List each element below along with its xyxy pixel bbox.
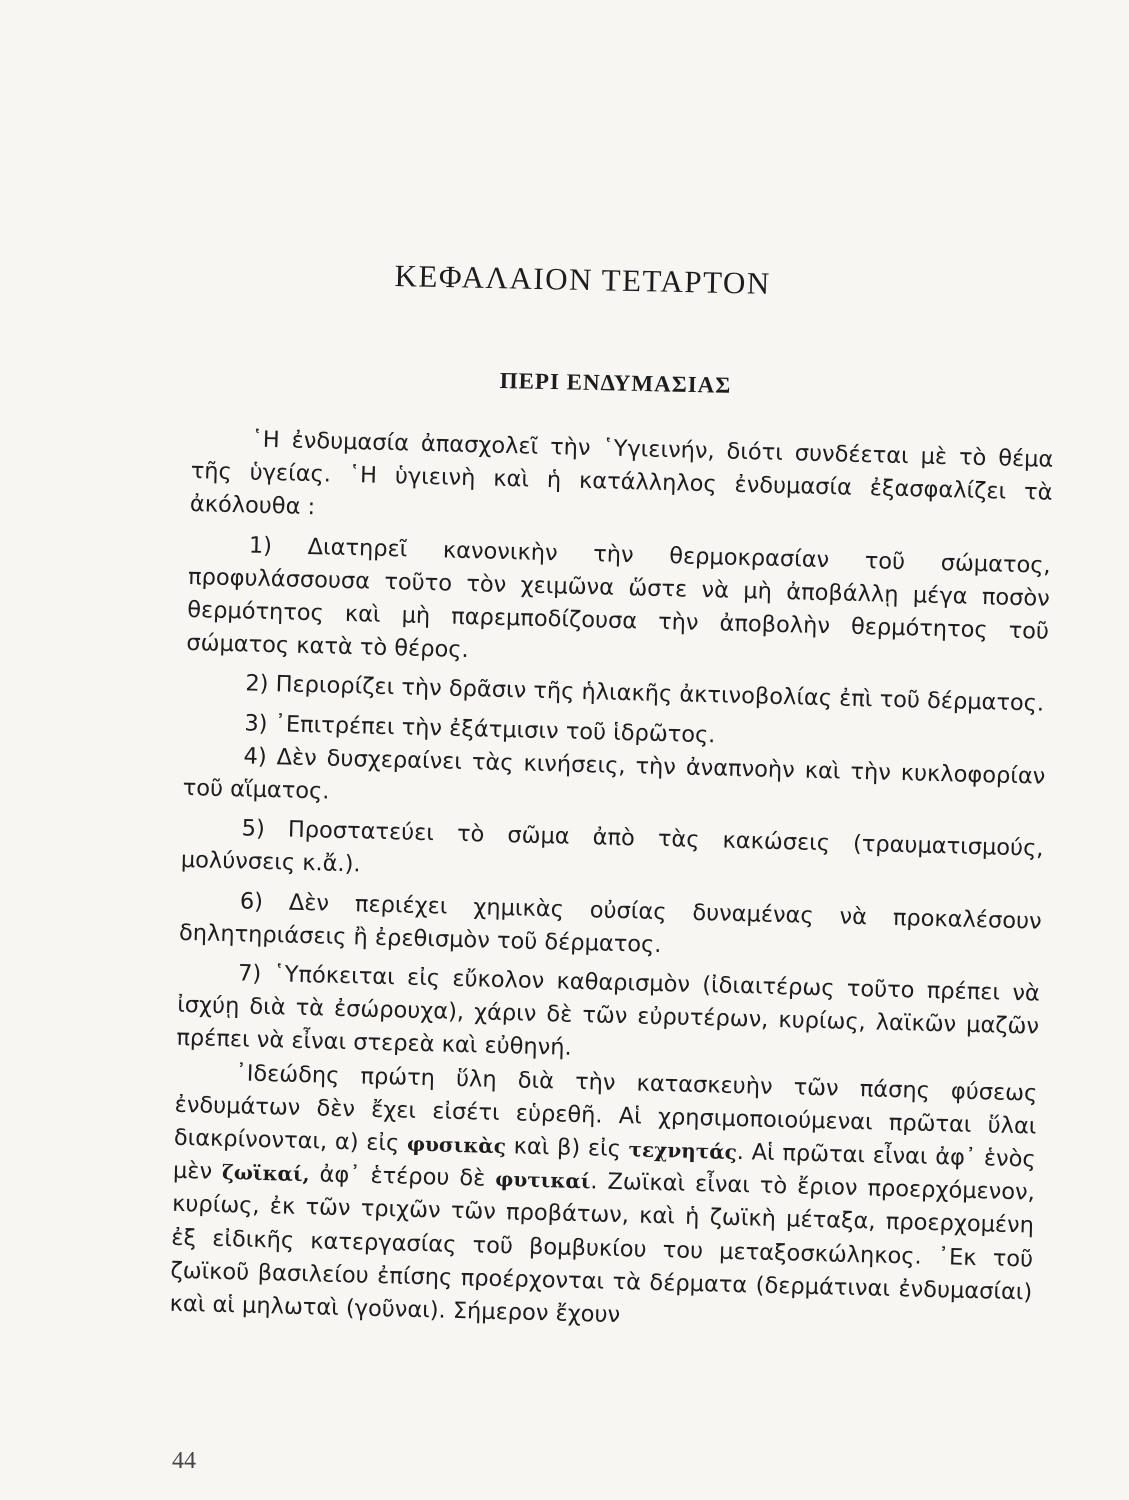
closing-text: καὶ β) εἰς <box>505 1133 629 1163</box>
closing-text: . Αἱ πρῶται εἶναι ἀφ᾿ ἑνὸς μὲν <box>172 1139 1036 1186</box>
intro-paragraph: ῾Η ἐνδυμασία ἀπασχολεῖ τὴν ῾Υγιεινήν, διότι συνδέεται μὲ τὸ θέμα τῆς ὑγείας. ῾Η ὑγιεινὴ καὶ ἡ κατάλληλος ἐνδυμασία ἐξασφαλίζει τὰ ἀκόλουθα : <box>189 426 1054 521</box>
page-number: 44 <box>172 1448 196 1474</box>
body-text <box>169 422 1054 1349</box>
bold-term: φυτικαί <box>494 1167 591 1194</box>
list-item: 6) Δὲν περιέχει χημικὰς οὐσίας δυναμένας νὰ προκαλέσουν δηλητηριάσεις ἢ ἐρεθισμὸν τοῦ δέρματος. <box>178 888 1042 958</box>
section-title: ΠΕΡΙ ΕΝΔΥΜΑΣΙΑΣ <box>499 368 732 398</box>
closing-text: ἀφ᾿ ἑτέρου δὲ <box>309 1161 496 1193</box>
closing-text: ᾿Ιδεώδης πρώτη ὕλη διὰ τὴν κατασκευὴν τῶν πάσης φύσεως ἐνδυμάτων δὲν ἔχει εἰσέτι εὑρεθῆ. Αἱ χρησιμοποιούμεναι πρῶται ὕλαι διακρίνονται, α) εἰς <box>173 1059 1038 1157</box>
closing-paragraph <box>169 1055 1037 1342</box>
list-item: 3) ᾿Επιτρέπει τὴν ἐξάτμισιν τοῦ ἱδρῶτος. <box>244 710 716 748</box>
bold-term: φυσικὰς <box>406 1131 507 1159</box>
chapter-title: ΚΕΦΑΛΑΙΟΝ ΤΕΤΑΡΤΟΝ <box>394 258 772 301</box>
closing-text: . Ζωϊκαὶ εἶναι τὸ ἔριον προερχόμενον, κυρίως, ἐκ τῶν τριχῶν τῶν προβάτων, καὶ ἡ ζωϊκὴ μέταξα, προερχομένη ἐξ εἰδικῆς κατεργασίας τοῦ βομβυκίου του μεταξοσκώληκος. ᾿Εκ τοῦ ζωϊκοῦ βασιλείου ἐπίσης προέρχονται τὰ δέρματα (δερμάτιναι ἐνδυμασίαι) καὶ αἱ μηλωταὶ (γοῦναι). Σήμερον ἔχουν <box>169 1168 1036 1329</box>
list-item: 7) ῾Υπόκειται εἰς εὔκολον καθαρισμὸν (ἰδιαιτέρως τοῦτο πρέπει νὰ ἰσχύῃ διὰ τὰ ἐσώρουχα), χάριν δὲ τῶν εὐρυτέρων, κυρίως, λαϊκῶν μαζῶν πρέπει νὰ εἶναι στερεὰ καὶ εὐθηνή. <box>176 960 1041 1062</box>
list-item: 1) Διατηρεῖ κανονικὴν τὴν θερμοκρασίαν τοῦ σώματος, προφυλάσσουσα τοῦτο τὸν χειμῶνα ὥστε νὰ μὴ ἀποβάλλῃ μέγα ποσὸν θερμότητος καὶ μὴ παρεμποδίζουσα τὴν ἀποβολὴν θερμότητος τοῦ σώματος κατὰ τὸ θέρος. <box>186 532 1051 664</box>
list-item: 2) Περιορίζει τὴν δρᾶσιν τῆς ἡλιακῆς ἀκτινοβολίας ἐπὶ τοῦ δέρματος. <box>245 670 1045 718</box>
list-item: 5) Προστατεύει τὸ σῶμα ἀπὸ τὰς κακώσεις (τραυματισμούς, μολύνσεις κ.ἄ.). <box>180 815 1044 878</box>
bold-term: τεχνητάς <box>628 1137 738 1165</box>
bold-term: ζωϊκαί, <box>221 1160 310 1187</box>
list-item: 4) Δὲν δυσχεραίνει τὰς κινήσεις, τὴν ἀναπνοὴν καὶ τὴν κυκλοφορίαν τοῦ αἵματος. <box>182 743 1046 805</box>
